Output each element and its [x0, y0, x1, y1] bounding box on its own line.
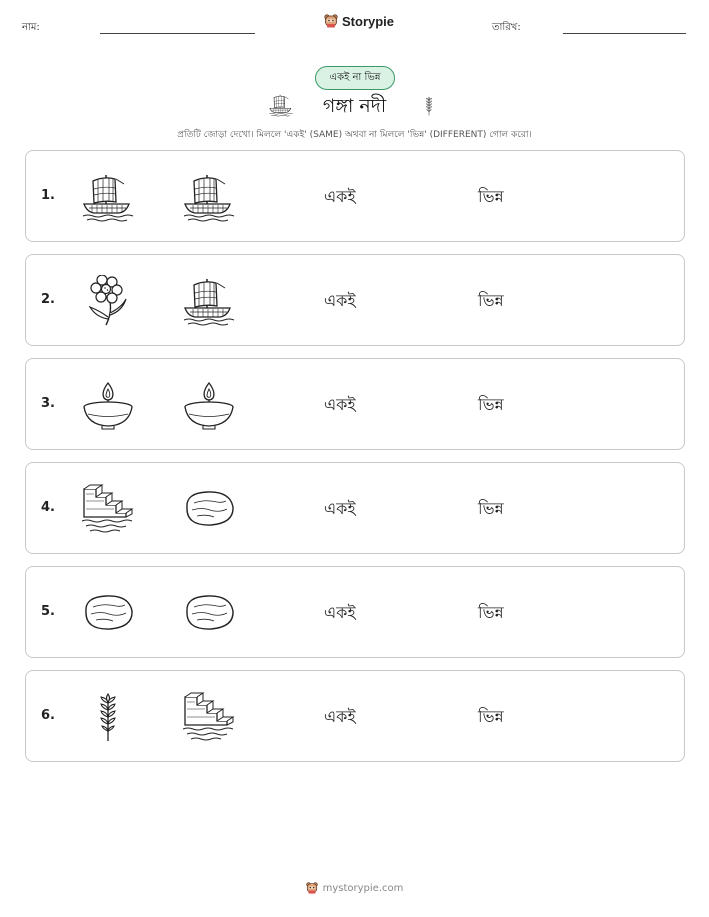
name-field[interactable] [100, 33, 255, 34]
date-label: তারিখ: [492, 22, 521, 33]
boat-icon [181, 171, 237, 223]
ghat-steps-icon [181, 691, 237, 743]
ghat-steps-icon [80, 483, 136, 535]
instructions: প্রতিটি জোড়া দেখো। মিললে 'একই' (SAME) অথবা না মিললে 'ভিন্ন' (DIFFERENT) গোল করো। [177, 130, 532, 140]
option-different[interactable]: ভিন্ন [478, 603, 504, 622]
question-number: 3. [41, 396, 55, 411]
footer [0, 881, 709, 895]
storypie-logo-icon [324, 13, 338, 29]
worksheet-type-tag: একই না ভিন্ন [315, 66, 395, 90]
question-row [25, 358, 685, 450]
question-list [25, 150, 685, 774]
question-row [25, 670, 685, 762]
footer-site[interactable]: mystorypie.com [322, 882, 404, 894]
storypie-footer-logo-icon [306, 881, 318, 895]
option-different[interactable]: ভিন্ন [478, 707, 504, 726]
option-same[interactable]: একই [324, 187, 356, 206]
question-row [25, 462, 685, 554]
option-same[interactable]: একই [324, 603, 356, 622]
question-row [25, 254, 685, 346]
brand [324, 13, 394, 29]
page-title: গঙ্গা নদী [322, 95, 387, 117]
boat-icon [80, 171, 136, 223]
option-same[interactable]: একই [324, 395, 356, 414]
question-row [25, 566, 685, 658]
option-different[interactable]: ভিন্ন [478, 291, 504, 310]
date-field[interactable] [563, 33, 686, 34]
option-same[interactable]: একই [324, 499, 356, 518]
option-same[interactable]: একই [324, 707, 356, 726]
question-number: 6. [41, 708, 55, 723]
question-number: 5. [41, 604, 55, 619]
wheat-icon [80, 691, 136, 743]
diya-icon [80, 379, 136, 431]
question-row [25, 150, 685, 242]
question-number: 4. [41, 500, 55, 515]
diya-icon [181, 379, 237, 431]
stone-icon [80, 587, 136, 639]
question-number: 1. [41, 188, 55, 203]
brand-name: Storypie [342, 13, 395, 29]
boat-icon [181, 275, 237, 327]
option-same[interactable]: একই [324, 291, 356, 310]
stone-icon [181, 587, 237, 639]
flower-icon [80, 275, 136, 327]
question-number: 2. [41, 292, 55, 307]
stone-icon [181, 483, 237, 535]
option-different[interactable]: ভিন্ন [478, 187, 504, 206]
name-label: নাম: [22, 22, 40, 33]
option-different[interactable]: ভিন্ন [478, 499, 504, 518]
wheat-icon [418, 91, 440, 121]
option-different[interactable]: ভিন্ন [478, 395, 504, 414]
